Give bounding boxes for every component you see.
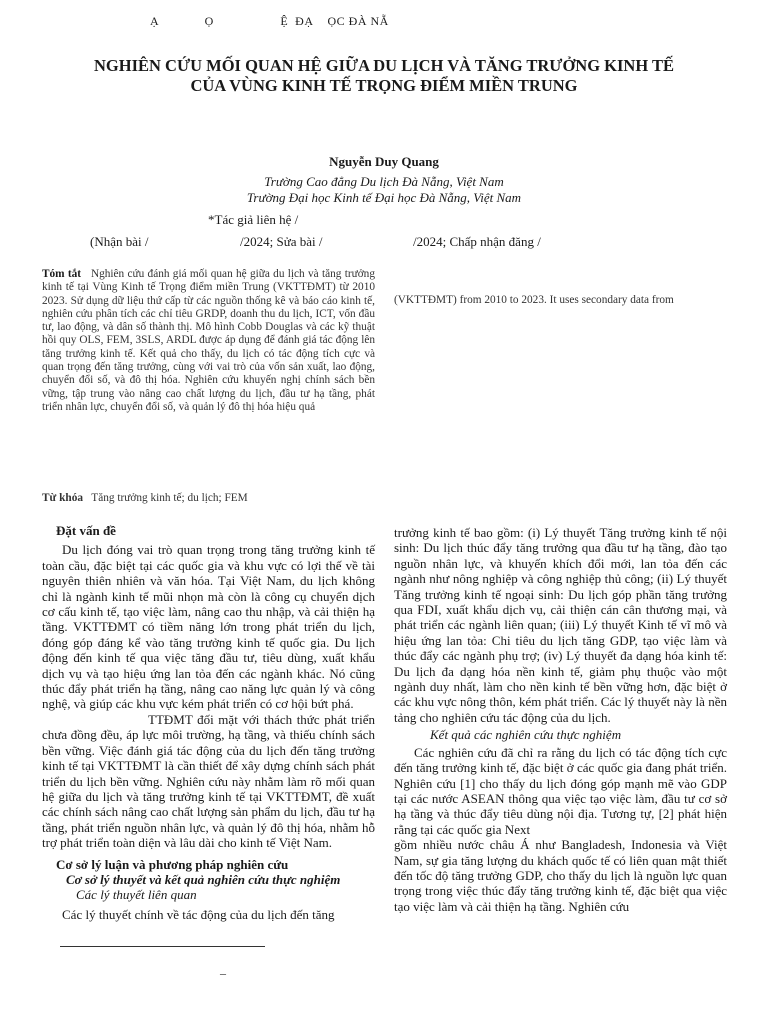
corresponding-author: *Tác giả liên hệ / [208,212,299,227]
empirical-paragraph-1: Các nghiên cứu đã chỉ ra rằng du lịch có tác động tích cực đến tăng trưởng kinh tế, đặc biệt ở các quốc gia đang phát triển. Nghiên cứu [1] cho thấy du lịch đóng góp mạnh mẽ vào GDP tại các nước ASEAN thông qua việc tạo việc làm, đầu tư cơ sở hạ tầng và thúc đẩy tiêu dùng nội địa. Tương tự, [2] phát hiện rằng tại các quốc gia Next [394,744,727,837]
date-accepted: /2024; Chấp nhận đăng / [413,234,541,249]
journal-header: Ạ Ọ Ệ ĐẠ ỌC ĐÀ NẴ [150,14,389,28]
affiliation-2: Trường Đại học Kinh tế Đại học Đà Nẵng, Việt Nam [246,190,522,205]
intro-paragraph-2: TTĐMT đối mặt với thách thức phát triển chưa đồng đều, áp lực môi trường, hạ tầng, và thiếu chính sách bền vững. Việc đánh giá tác động của du lịch đến tăng trưởng kinh tế tại VKTTĐMT là cần thiết để xây dựng chính sách phát triển du lịch bền vững. Nghiên cứu này nhằm làm rõ mối quan hệ giữa du lịch và tăng trưởng kinh tế tại VKTTĐMT, đề xuất các chính sách nâng cao chất lượng sản phẩm du lịch, đầu tư hạ tầng, phát triển nguồn nhân lực, và quản lý đô thị hóa, nhằm hỗ trợ phát triển toàn diện và lâu dài cho kinh tế Việt Nam. [42,711,375,851]
theory-paragraph-continued: trưởng kinh tế bao gồm: (i) Lý thuyết Tăng trưởng kinh tế nội sinh: Du lịch thúc đẩy tăng trưởng qua đầu tư hạ tầng, đào tạo nguồn nhân lực, và khuyến khích đổi mới, lan tỏa đến các ngành như nông nghiệp và công nghiệp thủ công; (ii) Lý thuyết Tăng trưởng kinh tế ngoại sinh: Du lịch góp phần tăng trưởng qua FDI, xuất khẩu dịch vụ, cải thiện cán cân thương mại, và phát triển các ngành liên quan; (iii) Lý thuyết Kinh tế vĩ mô và hiệu ứng lan tỏa: Chi tiêu du lịch tăng GDP, tạo việc làm và thúc đẩy các ngành phụ trợ; (iv) Lý thuyết đa dạng hóa kinh tế: Du lịch đa dạng hóa nền kinh tế, giảm phụ thuộc vào một ngành duy nhất, làm cho nền kinh tế bền vững hơn, đặc biệt ở các khu vực nông thôn, kém phát triển. Các lý thuyết này là nền tảng cho nghiên cứu tác động của du lịch. [394,525,727,725]
theory-paragraph: Các lý thuyết chính về tác động của du lịch đến tăng [62,906,335,922]
left-column [42,523,375,922]
date-revised: /2024; Sửa bài / [240,234,323,249]
keywords-label: Từ khóa [42,492,84,504]
subsection-heading-theory: Cơ sở lý thuyết và kết quả nghiên cứu thực nghiệm [66,871,341,887]
subsubsection-heading-theories: Các lý thuyết liên quan [76,887,197,903]
affiliation-1: Trường Cao đẳng Du lịch Đà Nẵng, Việt Nam [264,174,504,189]
abstract-text: Nghiên cứu đánh giá mối quan hệ giữa du lịch và tăng trưởng kinh tế tại Vùng Kinh tế Trọng điểm miền Trung (VKTTĐMT) từ 2010 2023. Sử dụng dữ liệu thứ cấp từ các nguồn thống kê và báo cáo kinh tế, nghiên cứu phân tích các chỉ tiêu GRDP, doanh thu du lịch, ICT, vốn đầu tư, lao động, và dân số thành thị. Mô hình Cobb Douglas và các kỹ thuật hồi quy OLS, FEM, 3SLS, ARDL được áp dụng để đánh giá tác động lên tăng trưởng kinh tế. Kết quả cho thấy, du lịch có tác động tích cực và quan trọng đến tăng trưởng, cùng với vai trò của vốn sản xuất, lao động, chuyển đổi số, và đô thị hóa. Nghiên cứu khuyến nghị chính sách bền vững, tập trung vào nâng cao chất lượng du lịch, đầu tư hạ tầng, phát triển nhân lực, chuyển đổi số, và quản lý đô thị hóa hiệu quả [42,268,375,413]
footnote-divider [60,946,265,947]
keywords-text: Tăng trưởng kinh tế; du lịch; FEM [91,492,248,504]
paper-title-line-2: CỦA VÙNG KINH TẾ TRỌNG ĐIỂM MIỀN TRUNG [190,76,578,95]
subsubsection-heading-empirical: Kết quả các nghiên cứu thực nghiệm [430,727,622,743]
abstract [42,268,375,414]
empirical-paragraph-2: gồm nhiều nước châu Á như Bangladesh, Indonesia và Việt Nam, sự gia tăng lượng du khách quốc tế có liên quan mật thiết đến tốc độ tăng trưởng GDP, cho thấy du lịch là nguồn lực quan trọng trong việc thúc đẩy tăng trưởng kinh tế, đặc biệt qua việc tạo việc làm và cải thiện hạ tầng. Nghiên cứu [394,837,727,914]
abstract-english: (VKTTĐMT) from 2010 to 2023. It uses secondary data from [394,294,674,306]
abstract-label: Tóm tắt [42,268,82,280]
section-heading-introduction: Đặt vấn đề [56,523,116,538]
page-dash: – [220,966,226,980]
right-column [394,525,727,914]
intro-paragraph-1: Du lịch đóng vai trò quan trọng trong tăng trưởng kinh tế toàn cầu, đặc biệt tại các quốc gia và khu vực có lợi thế về tài nguyên thiên nhiên và văn hóa. Tại Việt Nam, du lịch không chỉ là ngành kinh tế mũi nhọn mà còn là công cụ chuyển dịch cơ cấu kinh tế, tạo việc làm, nâng cao thu nhập, và cải thiện hạ tầng. VKTTĐMT có tiềm năng lớn trong phát triển du lịch, đóng góp đáng kể vào tăng trưởng kinh tế quốc gia. Du lịch động đến kinh tế qua việc tăng đầu tư, tiêu dùng, xuất khẩu dịch vụ và tạo hiệu ứng lan tỏa đến các ngành khác. Nó cũng thúc đẩy phát triển hạ tầng, nâng cao năng lực quản lý và công nghệ, và giúp các khu vực kém phát triển có cơ hội bứt phá. [42,542,375,712]
paper-title-line-1: NGHIÊN CỨU MỐI QUAN HỆ GIỮA DU LỊCH VÀ TĂNG TRƯỞNG KINH TẾ [93,56,674,75]
section-heading-theory-methods: Cơ sở lý luận và phương pháp nghiên cứu [56,856,289,872]
date-received: (Nhận bài / [90,234,149,249]
author-name: Nguyễn Duy Quang [329,154,439,169]
keywords [42,492,248,504]
